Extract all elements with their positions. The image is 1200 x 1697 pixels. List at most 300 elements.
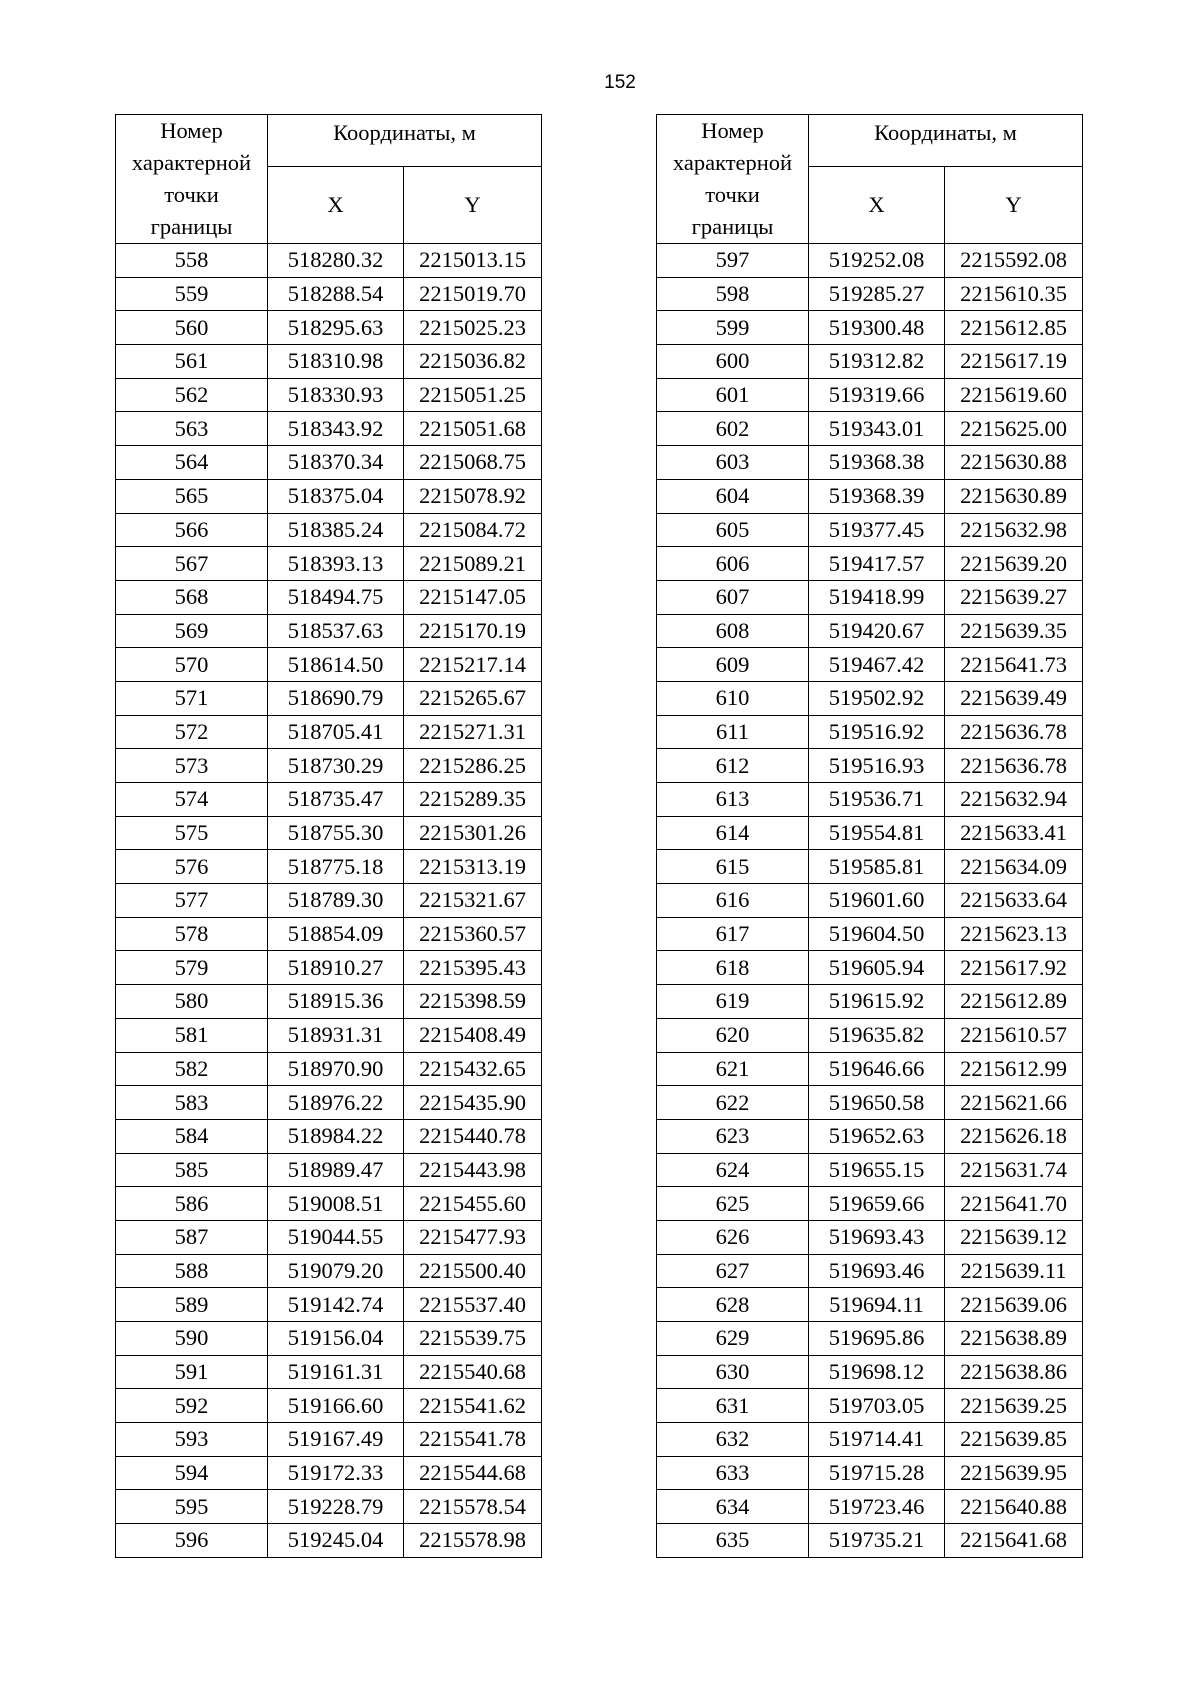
- y-coordinate-cell: 2215013.15: [404, 244, 542, 278]
- y-coordinate-cell: 2215625.00: [945, 412, 1083, 446]
- x-coordinate-cell: 519516.92: [809, 715, 945, 749]
- point-number-cell: 558: [116, 244, 268, 278]
- x-coordinate-cell: 519228.79: [268, 1490, 404, 1524]
- table-row: [116, 917, 542, 951]
- table-row: [657, 1018, 1083, 1052]
- x-coordinate-cell: 519368.39: [809, 479, 945, 513]
- y-coordinate-cell: 2215313.19: [404, 850, 542, 884]
- y-coordinate-cell: 2215540.68: [404, 1355, 542, 1389]
- point-number-cell: 631: [657, 1389, 809, 1423]
- x-coordinate-cell: 519650.58: [809, 1086, 945, 1120]
- x-coordinate-cell: 518690.79: [268, 681, 404, 715]
- table-row: [116, 1018, 542, 1052]
- x-coordinate-cell: 519172.33: [268, 1456, 404, 1490]
- y-coordinate-cell: 2215443.98: [404, 1153, 542, 1187]
- y-coordinate-cell: 2215632.98: [945, 513, 1083, 547]
- point-number-cell: 566: [116, 513, 268, 547]
- x-coordinate-cell: 519420.67: [809, 614, 945, 648]
- point-number-cell: 635: [657, 1524, 809, 1558]
- y-coordinate-cell: 2215025.23: [404, 311, 542, 345]
- point-number-cell: 616: [657, 884, 809, 918]
- y-coordinate-cell: 2215539.75: [404, 1322, 542, 1356]
- point-number-cell: 608: [657, 614, 809, 648]
- x-coordinate-cell: 519008.51: [268, 1187, 404, 1221]
- table-row: [116, 985, 542, 1019]
- y-coordinate-cell: 2215617.92: [945, 951, 1083, 985]
- coordinates-table-left: [115, 114, 542, 1558]
- x-coordinate-cell: 519615.92: [809, 985, 945, 1019]
- point-number-cell: 600: [657, 345, 809, 379]
- point-number-cell: 575: [116, 816, 268, 850]
- x-coordinate-cell: 518385.24: [268, 513, 404, 547]
- point-number-cell: 615: [657, 850, 809, 884]
- table-row: [657, 412, 1083, 446]
- point-number-cell: 580: [116, 985, 268, 1019]
- table-row: [657, 513, 1083, 547]
- table-row: [657, 985, 1083, 1019]
- point-number-cell: 601: [657, 378, 809, 412]
- y-coordinate-cell: 2215541.78: [404, 1423, 542, 1457]
- x-coordinate-cell: 519585.81: [809, 850, 945, 884]
- x-coordinate-cell: 518494.75: [268, 580, 404, 614]
- x-coordinate-cell: 519245.04: [268, 1524, 404, 1558]
- y-coordinate-cell: 2215631.74: [945, 1153, 1083, 1187]
- y-coordinate-cell: 2215432.65: [404, 1052, 542, 1086]
- x-coordinate-cell: 519715.28: [809, 1456, 945, 1490]
- table-row: [657, 345, 1083, 379]
- table-row: [116, 1153, 542, 1187]
- y-coordinate-cell: 2215639.27: [945, 580, 1083, 614]
- table-row: [116, 1119, 542, 1153]
- x-coordinate-cell: 519417.57: [809, 547, 945, 581]
- x-coordinate-cell: 519467.42: [809, 648, 945, 682]
- coordinates-table-right: [656, 114, 1083, 1558]
- x-coordinate-cell: 518931.31: [268, 1018, 404, 1052]
- point-number-cell: 599: [657, 311, 809, 345]
- x-coordinate-cell: 518730.29: [268, 749, 404, 783]
- x-coordinate-cell: 519554.81: [809, 816, 945, 850]
- table-row: [657, 1423, 1083, 1457]
- table-row: [116, 244, 542, 278]
- x-coordinate-cell: 519703.05: [809, 1389, 945, 1423]
- point-number-cell: 595: [116, 1490, 268, 1524]
- point-number-cell: 634: [657, 1490, 809, 1524]
- x-coordinate-cell: 519536.71: [809, 783, 945, 817]
- table-row: [657, 614, 1083, 648]
- point-number-cell: 572: [116, 715, 268, 749]
- y-coordinate-cell: 2215639.35: [945, 614, 1083, 648]
- y-coordinate-cell: 2215641.68: [945, 1524, 1083, 1558]
- y-coordinate-cell: 2215537.40: [404, 1288, 542, 1322]
- y-coordinate-cell: 2215638.89: [945, 1322, 1083, 1356]
- x-coordinate-cell: 519312.82: [809, 345, 945, 379]
- table-row: [657, 479, 1083, 513]
- y-coordinate-cell: 2215289.35: [404, 783, 542, 817]
- table-row: [116, 614, 542, 648]
- y-coordinate-cell: 2215455.60: [404, 1187, 542, 1221]
- x-coordinate-cell: 518375.04: [268, 479, 404, 513]
- table-row: [116, 513, 542, 547]
- point-number-cell: 598: [657, 277, 809, 311]
- table-row: [657, 749, 1083, 783]
- point-number-cell: 569: [116, 614, 268, 648]
- x-coordinate-cell: 518915.36: [268, 985, 404, 1019]
- table-row: [116, 1288, 542, 1322]
- x-coordinate-cell: 518614.50: [268, 648, 404, 682]
- point-number-cell: 561: [116, 345, 268, 379]
- x-coordinate-cell: 518280.32: [268, 244, 404, 278]
- point-number-cell: 604: [657, 479, 809, 513]
- y-coordinate-cell: 2215578.54: [404, 1490, 542, 1524]
- y-coordinate-cell: 2215639.06: [945, 1288, 1083, 1322]
- x-coordinate-cell: 518976.22: [268, 1086, 404, 1120]
- point-number-cell: 587: [116, 1220, 268, 1254]
- x-coordinate-cell: 519659.66: [809, 1187, 945, 1221]
- header-y: Y: [945, 167, 1083, 244]
- table-row: [116, 749, 542, 783]
- x-coordinate-cell: 519161.31: [268, 1355, 404, 1389]
- point-number-cell: 627: [657, 1254, 809, 1288]
- x-coordinate-cell: 519693.46: [809, 1254, 945, 1288]
- y-coordinate-cell: 2215640.88: [945, 1490, 1083, 1524]
- y-coordinate-cell: 2215639.95: [945, 1456, 1083, 1490]
- table-row: [116, 1086, 542, 1120]
- table-row: [657, 378, 1083, 412]
- x-coordinate-cell: 518330.93: [268, 378, 404, 412]
- table-row: [116, 412, 542, 446]
- x-coordinate-cell: 519142.74: [268, 1288, 404, 1322]
- x-coordinate-cell: 519079.20: [268, 1254, 404, 1288]
- y-coordinate-cell: 2215051.68: [404, 412, 542, 446]
- y-coordinate-cell: 2215612.85: [945, 311, 1083, 345]
- table-row: [116, 479, 542, 513]
- y-coordinate-cell: 2215068.75: [404, 446, 542, 480]
- point-number-cell: 610: [657, 681, 809, 715]
- x-coordinate-cell: 518789.30: [268, 884, 404, 918]
- table-row: [116, 1389, 542, 1423]
- header-x: X: [809, 167, 945, 244]
- x-coordinate-cell: 519723.46: [809, 1490, 945, 1524]
- point-number-cell: 593: [116, 1423, 268, 1457]
- x-coordinate-cell: 519377.45: [809, 513, 945, 547]
- x-coordinate-cell: 519156.04: [268, 1322, 404, 1356]
- table-row: [116, 446, 542, 480]
- point-number-cell: 623: [657, 1119, 809, 1153]
- point-number-cell: 576: [116, 850, 268, 884]
- x-coordinate-cell: 519714.41: [809, 1423, 945, 1457]
- x-coordinate-cell: 518288.54: [268, 277, 404, 311]
- point-number-cell: 577: [116, 884, 268, 918]
- point-number-cell: 622: [657, 1086, 809, 1120]
- table-row: [657, 1052, 1083, 1086]
- x-coordinate-cell: 519652.63: [809, 1119, 945, 1153]
- table-row: [657, 850, 1083, 884]
- table-row: [657, 816, 1083, 850]
- table-row: [657, 1187, 1083, 1221]
- y-coordinate-cell: 2215541.62: [404, 1389, 542, 1423]
- point-number-cell: 592: [116, 1389, 268, 1423]
- y-coordinate-cell: 2215592.08: [945, 244, 1083, 278]
- point-number-cell: 581: [116, 1018, 268, 1052]
- y-coordinate-cell: 2215610.35: [945, 277, 1083, 311]
- point-number-cell: 617: [657, 917, 809, 951]
- point-number-cell: 628: [657, 1288, 809, 1322]
- table-row: [657, 1456, 1083, 1490]
- point-number-cell: 579: [116, 951, 268, 985]
- table-row: [116, 715, 542, 749]
- table-row: [116, 547, 542, 581]
- table-row: [116, 311, 542, 345]
- table-row: [657, 446, 1083, 480]
- table-row: [116, 378, 542, 412]
- x-coordinate-cell: 519300.48: [809, 311, 945, 345]
- table-row: [116, 783, 542, 817]
- table-row: [657, 547, 1083, 581]
- y-coordinate-cell: 2215638.86: [945, 1355, 1083, 1389]
- point-number-cell: 562: [116, 378, 268, 412]
- table-row: [657, 1355, 1083, 1389]
- table-row: [657, 580, 1083, 614]
- point-number-cell: 613: [657, 783, 809, 817]
- table-row: [116, 1524, 542, 1558]
- table-body-right: [657, 244, 1083, 1558]
- y-coordinate-cell: 2215544.68: [404, 1456, 542, 1490]
- table-row: [657, 715, 1083, 749]
- point-number-cell: 611: [657, 715, 809, 749]
- point-number-cell: 626: [657, 1220, 809, 1254]
- x-coordinate-cell: 519604.50: [809, 917, 945, 951]
- table-row: [657, 1524, 1083, 1558]
- table-row: [657, 783, 1083, 817]
- x-coordinate-cell: 519635.82: [809, 1018, 945, 1052]
- x-coordinate-cell: 518735.47: [268, 783, 404, 817]
- x-coordinate-cell: 518705.41: [268, 715, 404, 749]
- table-row: [116, 951, 542, 985]
- table-row: [657, 1254, 1083, 1288]
- y-coordinate-cell: 2215610.57: [945, 1018, 1083, 1052]
- point-number-cell: 567: [116, 547, 268, 581]
- table-row: [657, 1322, 1083, 1356]
- x-coordinate-cell: 518910.27: [268, 951, 404, 985]
- y-coordinate-cell: 2215398.59: [404, 985, 542, 1019]
- point-number-cell: 630: [657, 1355, 809, 1389]
- point-number-cell: 629: [657, 1322, 809, 1356]
- table-row: [657, 1086, 1083, 1120]
- y-coordinate-cell: 2215078.92: [404, 479, 542, 513]
- y-coordinate-cell: 2215435.90: [404, 1086, 542, 1120]
- x-coordinate-cell: 519252.08: [809, 244, 945, 278]
- header-x: X: [268, 167, 404, 244]
- table-row: [116, 1052, 542, 1086]
- y-coordinate-cell: 2215626.18: [945, 1119, 1083, 1153]
- point-number-cell: 594: [116, 1456, 268, 1490]
- point-number-cell: 632: [657, 1423, 809, 1457]
- table-row: [116, 1187, 542, 1221]
- header-point-number: Номер характерной точки границы: [116, 115, 268, 244]
- point-number-cell: 591: [116, 1355, 268, 1389]
- y-coordinate-cell: 2215395.43: [404, 951, 542, 985]
- point-number-cell: 570: [116, 648, 268, 682]
- point-number-cell: 574: [116, 783, 268, 817]
- x-coordinate-cell: 519502.92: [809, 681, 945, 715]
- point-number-cell: 564: [116, 446, 268, 480]
- header-y: Y: [404, 167, 542, 244]
- y-coordinate-cell: 2215632.94: [945, 783, 1083, 817]
- x-coordinate-cell: 518775.18: [268, 850, 404, 884]
- x-coordinate-cell: 518310.98: [268, 345, 404, 379]
- header-coordinates: Координаты, м: [268, 115, 542, 167]
- y-coordinate-cell: 2215036.82: [404, 345, 542, 379]
- x-coordinate-cell: 519605.94: [809, 951, 945, 985]
- table-row: [657, 1153, 1083, 1187]
- point-number-cell: 614: [657, 816, 809, 850]
- table-row: [116, 1322, 542, 1356]
- y-coordinate-cell: 2215500.40: [404, 1254, 542, 1288]
- table-row: [116, 884, 542, 918]
- y-coordinate-cell: 2215639.20: [945, 547, 1083, 581]
- table-row: [657, 1490, 1083, 1524]
- point-number-cell: 573: [116, 749, 268, 783]
- point-number-cell: 571: [116, 681, 268, 715]
- table-row: [116, 681, 542, 715]
- x-coordinate-cell: 519516.93: [809, 749, 945, 783]
- point-number-cell: 596: [116, 1524, 268, 1558]
- y-coordinate-cell: 2215408.49: [404, 1018, 542, 1052]
- point-number-cell: 612: [657, 749, 809, 783]
- y-coordinate-cell: 2215621.66: [945, 1086, 1083, 1120]
- y-coordinate-cell: 2215617.19: [945, 345, 1083, 379]
- y-coordinate-cell: 2215217.14: [404, 648, 542, 682]
- table-row: [657, 1288, 1083, 1322]
- x-coordinate-cell: 518989.47: [268, 1153, 404, 1187]
- point-number-cell: 606: [657, 547, 809, 581]
- y-coordinate-cell: 2215477.93: [404, 1220, 542, 1254]
- x-coordinate-cell: 519044.55: [268, 1220, 404, 1254]
- point-number-cell: 563: [116, 412, 268, 446]
- y-coordinate-cell: 2215636.78: [945, 715, 1083, 749]
- point-number-cell: 589: [116, 1288, 268, 1322]
- y-coordinate-cell: 2215633.64: [945, 884, 1083, 918]
- y-coordinate-cell: 2215147.05: [404, 580, 542, 614]
- point-number-cell: 633: [657, 1456, 809, 1490]
- x-coordinate-cell: 518755.30: [268, 816, 404, 850]
- point-number-cell: 618: [657, 951, 809, 985]
- y-coordinate-cell: 2215612.89: [945, 985, 1083, 1019]
- point-number-cell: 559: [116, 277, 268, 311]
- y-coordinate-cell: 2215619.60: [945, 378, 1083, 412]
- y-coordinate-cell: 2215019.70: [404, 277, 542, 311]
- table-row: [116, 850, 542, 884]
- y-coordinate-cell: 2215321.67: [404, 884, 542, 918]
- table-row: [116, 277, 542, 311]
- x-coordinate-cell: 518393.13: [268, 547, 404, 581]
- point-number-cell: 619: [657, 985, 809, 1019]
- point-number-cell: 583: [116, 1086, 268, 1120]
- y-coordinate-cell: 2215084.72: [404, 513, 542, 547]
- x-coordinate-cell: 519343.01: [809, 412, 945, 446]
- point-number-cell: 590: [116, 1322, 268, 1356]
- point-number-cell: 560: [116, 311, 268, 345]
- y-coordinate-cell: 2215170.19: [404, 614, 542, 648]
- header-coordinates: Координаты, м: [809, 115, 1083, 167]
- x-coordinate-cell: 519319.66: [809, 378, 945, 412]
- point-number-cell: 588: [116, 1254, 268, 1288]
- y-coordinate-cell: 2215360.57: [404, 917, 542, 951]
- y-coordinate-cell: 2215089.21: [404, 547, 542, 581]
- x-coordinate-cell: 519166.60: [268, 1389, 404, 1423]
- x-coordinate-cell: 519655.15: [809, 1153, 945, 1187]
- x-coordinate-cell: 519693.43: [809, 1220, 945, 1254]
- x-coordinate-cell: 518537.63: [268, 614, 404, 648]
- x-coordinate-cell: 518984.22: [268, 1119, 404, 1153]
- y-coordinate-cell: 2215612.99: [945, 1052, 1083, 1086]
- point-number-cell: 597: [657, 244, 809, 278]
- x-coordinate-cell: 518854.09: [268, 917, 404, 951]
- point-number-cell: 605: [657, 513, 809, 547]
- table-row: [657, 648, 1083, 682]
- x-coordinate-cell: 519694.11: [809, 1288, 945, 1322]
- table-row: [116, 1490, 542, 1524]
- header-point-number: Номер характерной точки границы: [657, 115, 809, 244]
- y-coordinate-cell: 2215633.41: [945, 816, 1083, 850]
- table-row: [116, 1254, 542, 1288]
- table-row: [116, 1355, 542, 1389]
- x-coordinate-cell: 519368.38: [809, 446, 945, 480]
- point-number-cell: 602: [657, 412, 809, 446]
- point-number-cell: 586: [116, 1187, 268, 1221]
- table-row: [657, 244, 1083, 278]
- y-coordinate-cell: 2215634.09: [945, 850, 1083, 884]
- point-number-cell: 624: [657, 1153, 809, 1187]
- y-coordinate-cell: 2215578.98: [404, 1524, 542, 1558]
- y-coordinate-cell: 2215623.13: [945, 917, 1083, 951]
- table-row: [657, 681, 1083, 715]
- table-row: [116, 1456, 542, 1490]
- point-number-cell: 607: [657, 580, 809, 614]
- y-coordinate-cell: 2215639.12: [945, 1220, 1083, 1254]
- y-coordinate-cell: 2215051.25: [404, 378, 542, 412]
- y-coordinate-cell: 2215641.73: [945, 648, 1083, 682]
- point-number-cell: 582: [116, 1052, 268, 1086]
- point-number-cell: 620: [657, 1018, 809, 1052]
- x-coordinate-cell: 518370.34: [268, 446, 404, 480]
- y-coordinate-cell: 2215440.78: [404, 1119, 542, 1153]
- y-coordinate-cell: 2215286.25: [404, 749, 542, 783]
- y-coordinate-cell: 2215630.88: [945, 446, 1083, 480]
- y-coordinate-cell: 2215639.11: [945, 1254, 1083, 1288]
- table-row: [116, 580, 542, 614]
- x-coordinate-cell: 519418.99: [809, 580, 945, 614]
- point-number-cell: 578: [116, 917, 268, 951]
- y-coordinate-cell: 2215639.49: [945, 681, 1083, 715]
- table-row: [657, 311, 1083, 345]
- point-number-cell: 621: [657, 1052, 809, 1086]
- table-row: [116, 1220, 542, 1254]
- table-row: [657, 884, 1083, 918]
- x-coordinate-cell: 519646.66: [809, 1052, 945, 1086]
- y-coordinate-cell: 2215639.25: [945, 1389, 1083, 1423]
- x-coordinate-cell: 519285.27: [809, 277, 945, 311]
- table-body-left: [116, 244, 542, 1558]
- y-coordinate-cell: 2215630.89: [945, 479, 1083, 513]
- x-coordinate-cell: 518295.63: [268, 311, 404, 345]
- page-number: 152: [604, 72, 636, 93]
- y-coordinate-cell: 2215641.70: [945, 1187, 1083, 1221]
- point-number-cell: 584: [116, 1119, 268, 1153]
- x-coordinate-cell: 519167.49: [268, 1423, 404, 1457]
- y-coordinate-cell: 2215301.26: [404, 816, 542, 850]
- table-row: [657, 1389, 1083, 1423]
